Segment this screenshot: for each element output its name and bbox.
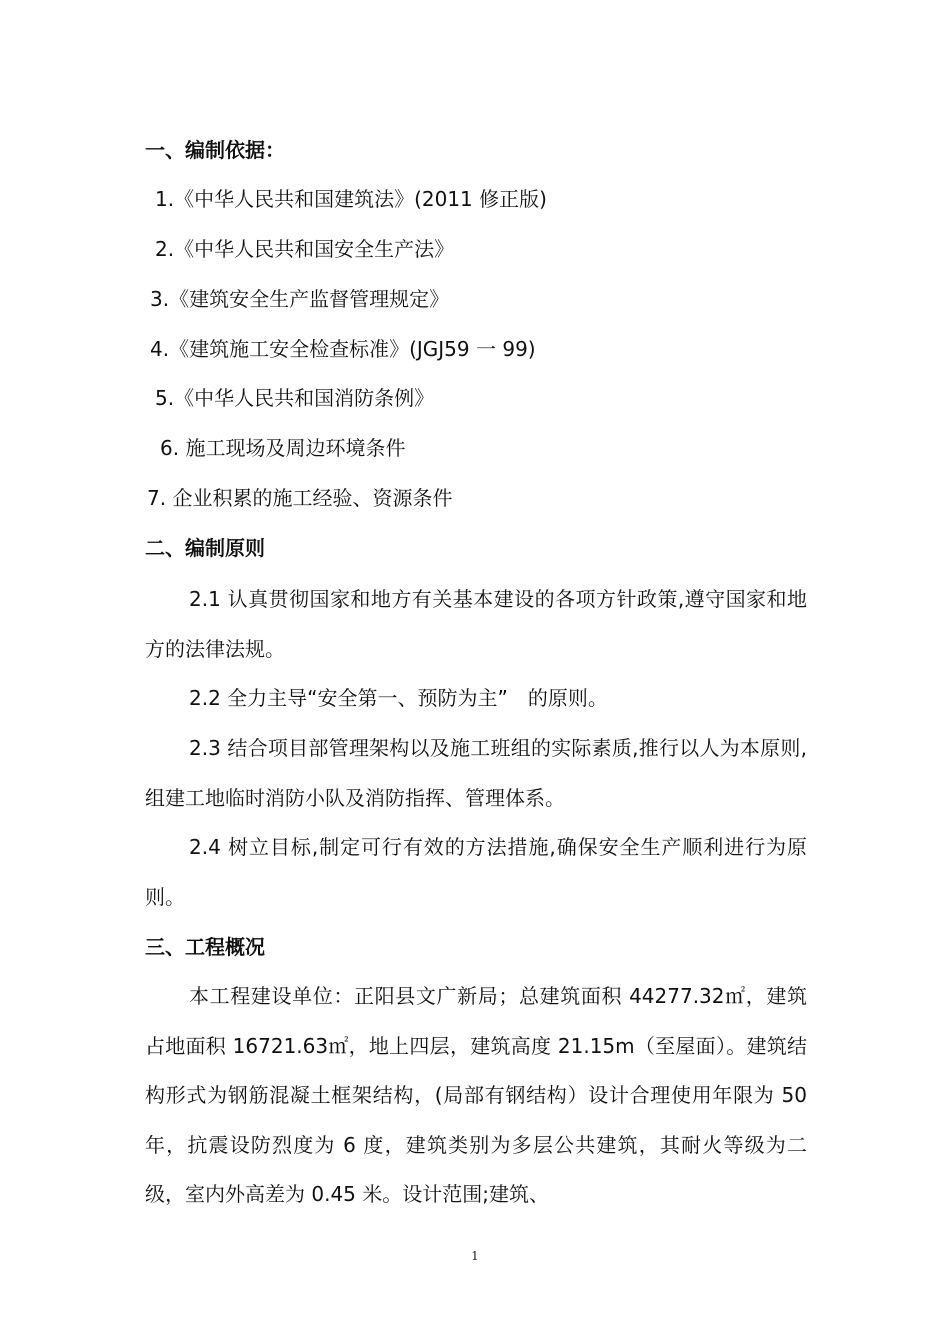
basis-item-5: 5.《中华人民共和国消防条例》 — [155, 386, 435, 410]
basis-item-1: 1.《中华人民共和国建筑法》(2011 修正版) — [155, 187, 547, 211]
principle-paragraph-3: 2.3 结合项目部管理架构以及施工班组的实际素质,推行以人为本原则,组建工地临时消防小队及消防指挥、管理体系。 — [145, 736, 807, 810]
basis-item-4: 4.《建筑施工安全检查标准》(JGJ59 一 99) — [150, 337, 536, 361]
basis-item-7: 7. 企业积累的施工经验、资源条件 — [147, 486, 453, 510]
section-heading-principles: 二、编制原则 — [145, 536, 265, 560]
overview-paragraph: 本工程建设单位：正阳县文广新局；总建筑面积 44277.32㎡，建筑占地面积 16721.63㎡，地上四层，建筑高度 21.15m（至屋面）。建筑结构形式为钢筋混凝土框架结构，(局部有钢结构）设计合理使用年限为 50 年，抗震设防烈度为 6 度，建筑类别为多层公共建筑，其耐火等级为二级，室内外高差为 0.45 米。设计范围;建筑、 — [145, 984, 807, 1207]
principle-paragraph-2: 2.2 全力主导“安全第一、预防为主” 的原则。 — [189, 686, 608, 710]
basis-item-6: 6. 施工现场及周边环境条件 — [160, 436, 406, 460]
principle-paragraph-4: 2.4 树立目标,制定可行有效的方法措施,确保安全生产顺利进行为原则。 — [145, 835, 807, 909]
page-number: 1 — [471, 1249, 479, 1263]
principle-paragraph-1: 2.1 认真贯彻国家和地方有关基本建设的各项方针政策,遵守国家和地方的法律法规。 — [145, 587, 807, 661]
section-heading-basis: 一、编制依据： — [145, 138, 285, 162]
basis-item-2: 2.《中华人民共和国安全生产法》 — [155, 237, 455, 261]
basis-item-3: 3.《建筑安全生产监督管理规定》 — [150, 287, 450, 311]
section-heading-overview: 三、工程概况 — [145, 935, 265, 959]
